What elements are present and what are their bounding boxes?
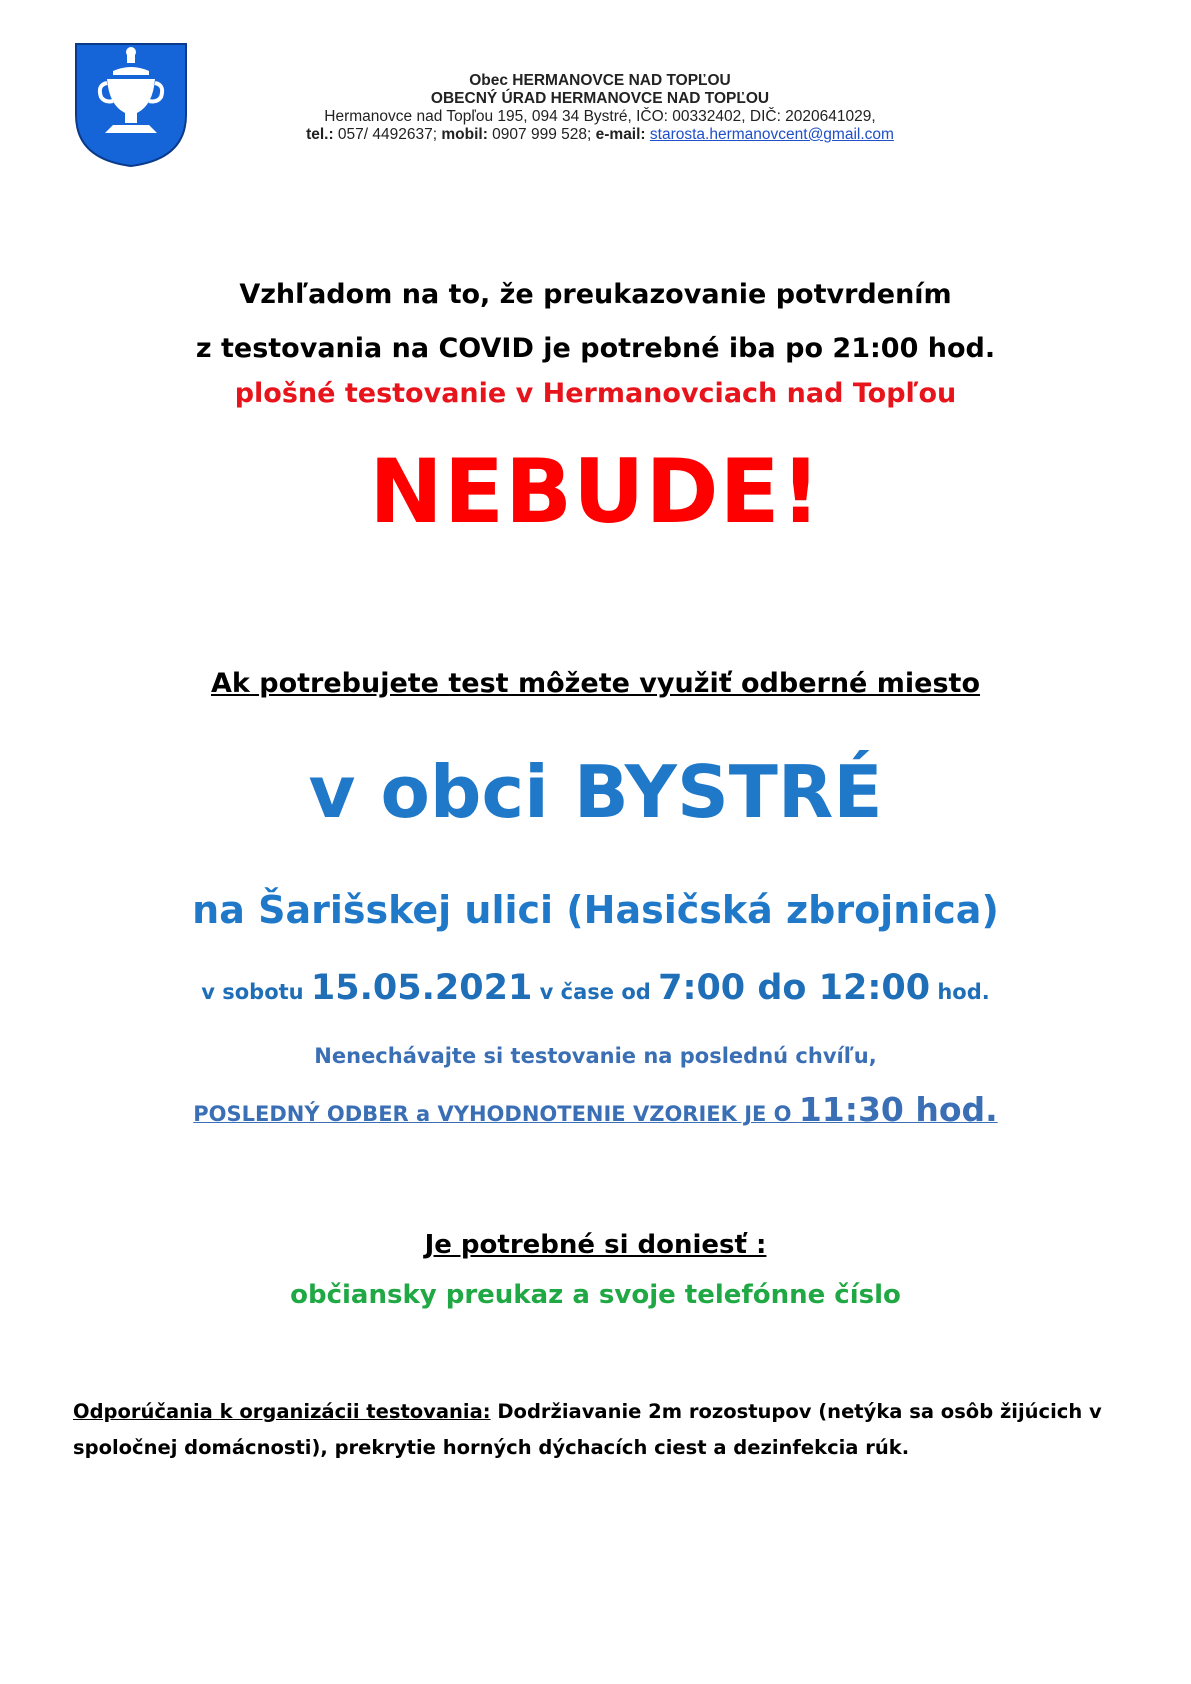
last-sampling-text: POSLEDNÝ ODBER a VYHODNOTENIE VZORIEK JE O (193, 1102, 799, 1126)
alternative-site-heading: Ak potrebujete test môžete využiť odberné miesto (210, 668, 980, 699)
email-link[interactable]: starosta.hermanovcent@gmail.com (649, 126, 894, 143)
intro-line-2: z testovania na COVID je potrebné iba po 21:00 hod. (195, 333, 996, 364)
street-address: na Šarišskej ulici (Hasičská zbrojnica) (192, 888, 999, 932)
letterhead-address: Hermanovce nad Topľou 195, 094 34 Bystré, IČO: 00332402, DIČ: 2020641029, (324, 108, 876, 125)
time-prefix: v čase od (532, 980, 659, 1004)
time-range: 7:00 do 12:00 (658, 968, 931, 1008)
requirements-items: občiansky preukaz a svoje telefónne číslo (290, 1280, 901, 1310)
letterhead (240, 72, 960, 144)
reminder-line: Nenechávajte si testovanie na poslednú chvíľu, (314, 1044, 877, 1068)
requirements-heading: Je potrebné si doniesť : (424, 1230, 767, 1260)
email-label: e-mail: (595, 126, 646, 143)
last-sampling-time: 11:30 hod. (798, 1090, 998, 1129)
recommendations-text: Dodržiavanie 2m rozostupov (netýka sa osôb žijúcich v spoločnej domácnosti), prekrytie horných dýchacích ciest a dezinfekcia rúk. (73, 1400, 1102, 1459)
mobil-value: 0907 999 528; (487, 126, 596, 143)
last-sampling-line (0, 1090, 1191, 1129)
mobil-label: mobil: (441, 126, 488, 143)
municipal-crest-logo (73, 41, 189, 169)
date-prefix: v sobotu (201, 980, 311, 1004)
time-suffix: hod. (930, 980, 990, 1004)
testing-subtitle: plošné testovanie v Hermanovciach nad Topľou (234, 378, 957, 409)
location-headline: v obci BYSTRÉ (308, 750, 883, 834)
date-value: 15.05.2021 (310, 968, 533, 1008)
letterhead-municipality: Obec HERMANOVCE NAD TOPĽOU (469, 72, 731, 89)
letterhead-office: OBECNÝ ÚRAD HERMANOVCE NAD TOPĽOU (430, 90, 770, 107)
tel-label: tel.: (306, 126, 334, 143)
letterhead-contacts (240, 126, 960, 144)
tel-value: 057/ 4492637; (333, 126, 442, 143)
intro-line-1: Vzhľadom na to, že preukazovanie potvrdením (239, 279, 952, 310)
nebude-headline: NEBUDE! (369, 440, 822, 543)
date-time-line (0, 968, 1191, 1008)
recommendations (73, 1394, 1123, 1466)
recommendations-label: Odporúčania k organizácii testovania: (73, 1400, 491, 1423)
intro-text (0, 268, 1191, 376)
